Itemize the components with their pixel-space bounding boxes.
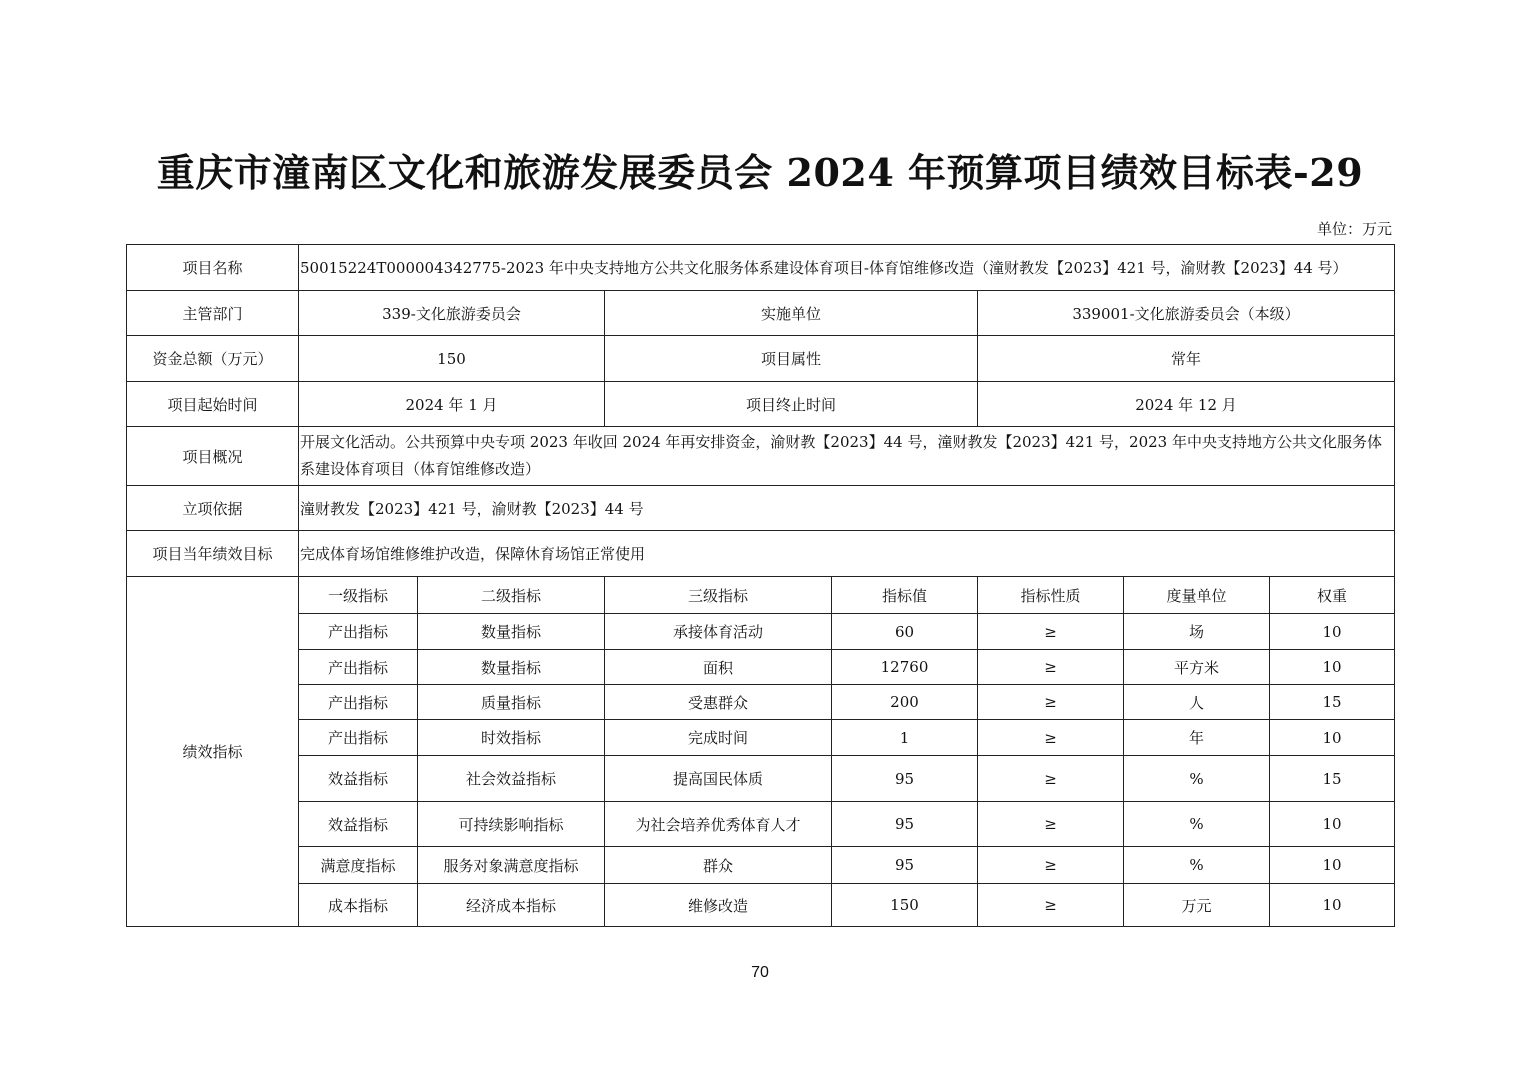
unit-cell: 人 [1124,685,1270,720]
unit-cell: % [1124,802,1270,847]
fund-label: 资金总额（万元） [127,336,299,382]
level3-cell: 提高国民体质 [605,756,832,802]
table-row [127,720,1395,756]
nature-cell: ≥ [978,756,1124,802]
row-overview [127,427,1395,486]
attr-label: 项目属性 [605,336,978,382]
level2-cell: 质量指标 [418,685,605,720]
overview-value: 开展文化活动。公共预算中央专项 2023 年收回 2024 年再安排资金，渝财教【2023】44 号，潼财教发【2023】421 号，2023 年中央支持地方公共文化服务体系建设体育项目（体育馆维修改造） [299,427,1395,486]
level3-cell: 为社会培养优秀体育人才 [605,802,832,847]
level1-cell: 产出指标 [299,685,418,720]
level3-cell: 面积 [605,650,832,685]
value-cell: 150 [832,884,978,927]
table-row [127,685,1395,720]
end-value: 2024 年 12 月 [978,382,1395,427]
value-cell: 1 [832,720,978,756]
level1-cell: 产出指标 [299,650,418,685]
weight-cell: 10 [1270,847,1395,884]
value-cell: 200 [832,685,978,720]
table-row [127,756,1395,802]
project-name-value: 50015224T000004342775-2023 年中央支持地方公共文化服务体系建设体育项目-体育馆维修改造（潼财教发【2023】421 号，渝财教【2023】44 号） [299,245,1395,291]
overview-label: 项目概况 [127,427,299,486]
indicator-header-row [127,577,1395,614]
indicator-section-label: 绩效指标 [127,577,299,927]
nature-cell: ≥ [978,650,1124,685]
level3-cell: 维修改造 [605,884,832,927]
row-fund [127,336,1395,382]
header-level2: 二级指标 [418,577,605,614]
nature-cell: ≥ [978,884,1124,927]
value-cell: 12760 [832,650,978,685]
row-time [127,382,1395,427]
goal-value: 完成体育场馆维修维护改造，保障休育场馆正常使用 [299,531,1395,577]
weight-cell: 10 [1270,614,1395,650]
weight-cell: 10 [1270,650,1395,685]
nature-cell: ≥ [978,802,1124,847]
level1-cell: 满意度指标 [299,847,418,884]
row-project-name [127,245,1395,291]
page-number: 70 [751,964,769,981]
impl-value: 339001-文化旅游委员会（本级） [978,291,1395,336]
value-cell: 60 [832,614,978,650]
row-goal [127,531,1395,577]
value-cell: 95 [832,756,978,802]
value-cell: 95 [832,802,978,847]
performance-table [126,244,1395,927]
unit-cell: 年 [1124,720,1270,756]
weight-cell: 10 [1270,884,1395,927]
level1-cell: 效益指标 [299,802,418,847]
level1-cell: 效益指标 [299,756,418,802]
header-weight: 权重 [1270,577,1395,614]
nature-cell: ≥ [978,685,1124,720]
project-name-label: 项目名称 [127,245,299,291]
level1-cell: 产出指标 [299,720,418,756]
weight-cell: 10 [1270,720,1395,756]
goal-label: 项目当年绩效目标 [127,531,299,577]
end-label: 项目终止时间 [605,382,978,427]
basis-value: 潼财教发【2023】421 号，渝财教【2023】44 号 [299,486,1395,531]
table-row [127,884,1395,927]
unit-cell: % [1124,756,1270,802]
table-row [127,614,1395,650]
level3-cell: 群众 [605,847,832,884]
basis-label: 立项依据 [127,486,299,531]
nature-cell: ≥ [978,847,1124,884]
dept-label: 主管部门 [127,291,299,336]
level2-cell: 服务对象满意度指标 [418,847,605,884]
header-unit: 度量单位 [1124,577,1270,614]
impl-label: 实施单位 [605,291,978,336]
level2-cell: 数量指标 [418,614,605,650]
header-value: 指标值 [832,577,978,614]
start-label: 项目起始时间 [127,382,299,427]
fund-value: 150 [299,336,605,382]
weight-cell: 10 [1270,802,1395,847]
table-row [127,650,1395,685]
level2-cell: 社会效益指标 [418,756,605,802]
level2-cell: 数量指标 [418,650,605,685]
attr-value: 常年 [978,336,1395,382]
weight-cell: 15 [1270,685,1395,720]
row-dept [127,291,1395,336]
level2-cell: 时效指标 [418,720,605,756]
unit-cell: 平方米 [1124,650,1270,685]
unit-cell: 场 [1124,614,1270,650]
dept-value: 339-文化旅游委员会 [299,291,605,336]
level1-cell: 产出指标 [299,614,418,650]
table-row [127,847,1395,884]
level2-cell: 经济成本指标 [418,884,605,927]
header-nature: 指标性质 [978,577,1124,614]
unit-cell: 万元 [1124,884,1270,927]
level3-cell: 完成时间 [605,720,832,756]
unit-label: 单位：万元 [1316,220,1392,238]
header-level3: 三级指标 [605,577,832,614]
header-level1: 一级指标 [299,577,418,614]
weight-cell: 15 [1270,756,1395,802]
level3-cell: 受惠群众 [605,685,832,720]
row-basis [127,486,1395,531]
level3-cell: 承接体育活动 [605,614,832,650]
level2-cell: 可持续影响指标 [418,802,605,847]
start-value: 2024 年 1 月 [299,382,605,427]
nature-cell: ≥ [978,614,1124,650]
nature-cell: ≥ [978,720,1124,756]
table-row [127,802,1395,847]
value-cell: 95 [832,847,978,884]
unit-cell: % [1124,847,1270,884]
level1-cell: 成本指标 [299,884,418,927]
page-title: 重庆市潼南区文化和旅游发展委员会 2024 年预算项目绩效目标表-29 [156,150,1364,195]
